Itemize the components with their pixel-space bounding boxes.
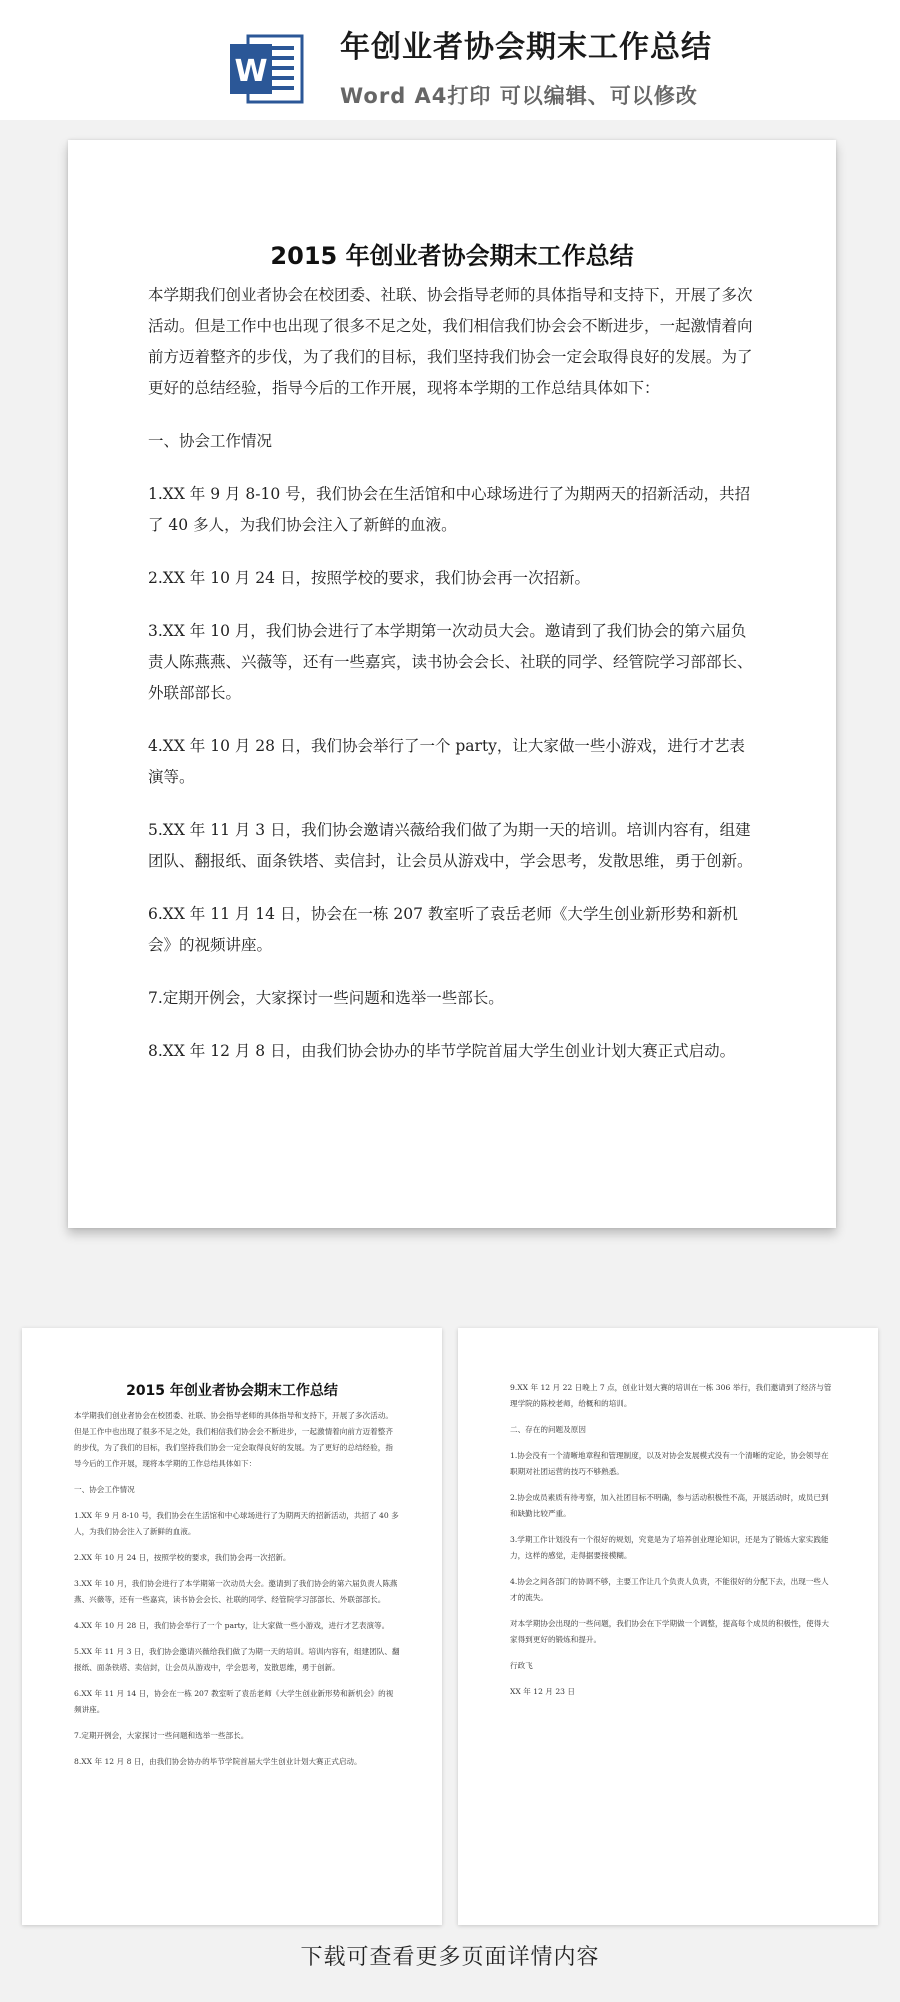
paragraph: 6.XX 年 11 月 14 日，协会在一栋 207 教室听了袁岳老师《大学生创业新形势和新机会》的视频讲座。: [74, 1689, 394, 1714]
paragraph: 9.XX 年 12 月 22 日晚上 7 点，创业计划大赛的培训在一栋 306 举行，我们邀请到了经济与管理学院的陈校老师，给概和的培训。: [510, 1383, 832, 1408]
paragraph: 本学期我们创业者协会在校团委、社联、协会指导老师的具体指导和支持下，开展了多次活动。但是工作中也出现了很多不足之处，我们相信我们协会会不断进步，一起激情着向前方迈着整齐的步伐，为了我们的目标，我们坚持我们协会一定会取得良好的发展。为了更好的总结经验，指导今后的工作开展，现将本学期的工作总结具体如下：: [74, 1411, 393, 1468]
thumbnail-body: [74, 1408, 400, 1780]
paragraph: 1.XX 年 9 月 8-10 号，我们协会在生活馆和中心球场进行了为期两天的招新活动，共招了 40 多人，为我们协会注入了新鲜的血液。: [148, 485, 751, 534]
header-title: 年创业者协会期末工作总结: [340, 30, 712, 65]
paragraph: 1.XX 年 9 月 8-10 号，我们协会在生活馆和中心球场进行了为期两天的招新活动，共招了 40 多人，为我们协会注入了新鲜的血液。: [74, 1511, 399, 1536]
paragraph: 3.XX 年 10 月，我们协会进行了本学期第一次动员大会。邀请到了我们协会的第六届负责人陈燕燕、兴薇等，还有一些嘉宾，读书协会会长、社联的同学、经管院学习部部长、外联部部长。: [148, 622, 753, 702]
paragraph: 8.XX 年 12 月 8 日，由我们协会协办的毕节学院首届大学生创业计划大赛正式启动。: [148, 1042, 736, 1060]
word-document-icon: [226, 28, 308, 110]
paragraph: 3.学期工作计划没有一个很好的规划，究竟是为了培养创业理论知识，还是为了锻炼大家实践能力，这样的感觉，走得据要接模糊。: [510, 1535, 829, 1560]
document-body: [148, 280, 756, 1089]
paragraph: 2.协会成员素质有待考察，加入社团目标不明确，参与活动积极性不高，开展活动时，成员已到和缺勤比较严重。: [510, 1493, 829, 1518]
paragraph: 2.XX 年 10 月 24 日，按照学校的要求，我们协会再一次招新。: [74, 1553, 291, 1562]
section-divider: [0, 1255, 900, 1305]
thumbnail-title: 2015 年创业者协会期末工作总结: [126, 1383, 338, 1399]
download-hint[interactable]: 下载可查看更多页面详情内容: [300, 1945, 600, 1970]
section-heading: 一、协会工作情况: [148, 432, 273, 450]
page-thumbnail-1[interactable]: [22, 1328, 442, 1925]
paragraph: 7.定期开例会，大家探讨一些问题和选举一些部长。: [148, 989, 504, 1007]
svg-text:W: W: [234, 54, 268, 89]
paragraph: 本学期我们创业者协会在校团委、社联、协会指导老师的具体指导和支持下，开展了多次活动。但是工作中也出现了很多不足之处，我们相信我们协会会不断进步，一起激情着向前方迈着整齐的步伐，为了我们的目标，我们坚持我们协会一定会取得良好的发展。为了更好的总结经验，指导今后的工作开展，现将本学期的工作总结具体如下：: [148, 286, 753, 397]
section-heading: 一、协会工作情况: [74, 1485, 135, 1494]
paragraph: 6.XX 年 11 月 14 日，协会在一栋 207 教室听了袁岳老师《大学生创业新形势和新机会》的视频讲座。: [148, 905, 738, 954]
page-thumbnail-2[interactable]: [458, 1328, 878, 1925]
paragraph: 2.XX 年 10 月 24 日，按照学校的要求，我们协会再一次招新。: [148, 569, 590, 587]
paragraph: 7.定期开例会，大家探讨一些问题和选举一些部长。: [74, 1731, 249, 1740]
paragraph: 5.XX 年 11 月 3 日，我们协会邀请兴薇给我们做了为期一天的培训。培训内容有，组建团队、翻报纸、面条铁塔、卖信封，让会员从游戏中，学会思考，发散思维，勇于创新。: [74, 1647, 400, 1672]
section-heading: 二、存在的问题及原因: [510, 1425, 586, 1434]
paragraph: 5.XX 年 11 月 3 日，我们协会邀请兴薇给我们做了为期一天的培训。培训内容有，组建团队、翻报纸、面条铁塔、卖信封，让会员从游戏中，学会思考，发散思维，勇于创新。: [148, 821, 753, 870]
paragraph: 4.XX 年 10 月 28 日，我们协会举行了一个 party，让大家做一些小游戏，进行才艺表演等。: [148, 737, 745, 786]
document-page-preview: [68, 140, 836, 1228]
paragraph: 8.XX 年 12 月 8 日，由我们协会协办的毕节学院首届大学生创业计划大赛正式启动。: [74, 1757, 362, 1766]
signature: 行政飞: [510, 1661, 533, 1670]
paragraph: 3.XX 年 10 月，我们协会进行了本学期第一次动员大会。邀请到了我们协会的第六届负责人陈燕燕、兴薇等，还有一些嘉宾，读书协会会长、社联的同学、经管院学习部部长、外联部部长。: [74, 1579, 398, 1604]
paragraph: 1.协会没有一个清晰地章程和管理制度，以及对协会发展模式没有一个清晰的定论，协会领导在职期对社团运营的技巧不够熟悉。: [510, 1451, 829, 1476]
paragraph: 4.XX 年 10 月 28 日，我们协会举行了一个 party，让大家做一些小游戏，进行才艺表演等。: [74, 1621, 390, 1630]
header: [0, 0, 900, 120]
document-title: 2015 年创业者协会期末工作总结: [270, 242, 634, 270]
header-subtitle: Word A4打印 可以编辑、可以修改: [340, 84, 698, 108]
paragraph: 4.协会之间各部门的协调不够，主要工作让几个负责人负责，不能很好的分配下去，出现一些人才的流失。: [510, 1577, 829, 1602]
date: XX 年 12 月 23 日: [510, 1687, 575, 1696]
paragraph: 对本学期协会出现的一些问题，我们协会在下学期做一个调整，提高每个成员的积极性，使得大家得到更好的锻炼和提升。: [510, 1619, 829, 1644]
thumbnail-body: [510, 1380, 836, 1710]
